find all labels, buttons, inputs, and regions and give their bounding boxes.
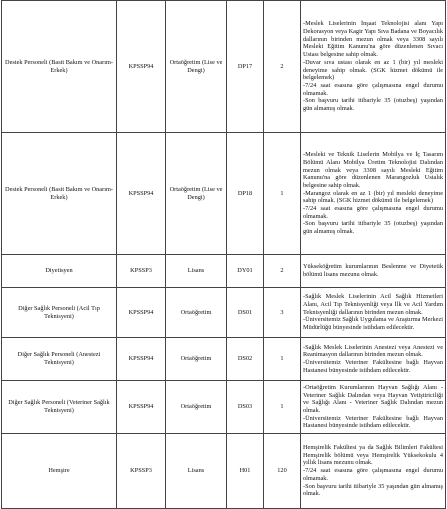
table-row bbox=[2, 255, 446, 288]
requirements-cell bbox=[301, 338, 446, 381]
table-row bbox=[2, 434, 446, 509]
requirements-cell bbox=[301, 288, 446, 338]
position-code-cell: H01 bbox=[227, 434, 264, 509]
requirement-line: -Ortaöğretim Kurumlarının Hayvan Sağlığı Alanı - Veteriner Sağlık Dalından veya Hayvan Yetiştiriciliği ve Sağlığı Alanı - Veteriner Sağlık Dalından mezun olmak. bbox=[303, 383, 443, 414]
requirement-line: -Son başvuru tarihi itibariyle 35 (otuzbeş) yaşından gün almamış olmak. bbox=[303, 220, 443, 236]
score-type-cell: KPSSP94 bbox=[117, 338, 166, 381]
table-row bbox=[2, 381, 446, 434]
quota-cell: 2 bbox=[264, 1, 301, 133]
requirement-line: -Son başvuru tarihi itibariyle 35 yaşından gün almamış olmak. bbox=[303, 482, 443, 498]
table-row bbox=[2, 1, 446, 133]
requirements-cell bbox=[301, 434, 446, 509]
requirement-line: -Meslek Liselerinin İnşaat Teknolojisi alanı Yapı Dekorasyon veya Kagir Yapı Sıva Badana ve Boyacılık dallarının birinden mezun olmak veya 3308 sayılı Mesleki Eğitim Kanunu'na göre düzenlenen Sıvacı Ustası belgesine sahip olmak. bbox=[303, 20, 443, 59]
education-cell: Ortaöğretim bbox=[166, 338, 227, 381]
position-cell: Hemşire bbox=[2, 434, 117, 509]
quota-cell: 3 bbox=[264, 288, 301, 338]
score-type-cell: KPSSP94 bbox=[117, 1, 166, 133]
requirements-cell bbox=[301, 381, 446, 434]
score-type-cell: KPSSP94 bbox=[117, 381, 166, 434]
education-cell: Ortaöğretim bbox=[166, 381, 227, 434]
quota-cell: 1 bbox=[264, 338, 301, 381]
position-cell: Destek Personeli (Basit Bakım ve Onarım-Erkek) bbox=[2, 1, 117, 133]
quota-cell: 1 bbox=[264, 381, 301, 434]
position-code-cell: DP18 bbox=[227, 133, 264, 255]
position-cell: Destek Personeli (Basit Bakım ve Onarım-Erkek) bbox=[2, 133, 117, 255]
requirement-line: -Sağlık Meslek Liselerinin Acil Sağlık Hizmetleri Alanı, Acil Tıp Teknisyenliği veya İlk ve Acil Yardım Teknisyenliği dallarının birinden mezun olmak. bbox=[303, 293, 443, 316]
education-cell: Ortaöğretim (Lise ve Dengi) bbox=[166, 133, 227, 255]
quota-cell: 1 bbox=[264, 133, 301, 255]
requirement-line: -Üniversitemiz Veteriner Fakültesine bağlı Hayvan Hastanesi bünyesinde istihdam edilecektir. bbox=[303, 359, 443, 374]
position-cell: Diğer Sağlık Personeli (Veteriner Sağlık Teknisyeni) bbox=[2, 381, 117, 434]
position-cell: Diğer Sağlık Personeli (Acil Tıp Teknisyeni) bbox=[2, 288, 117, 338]
requirement-line: -7/24 saat esasına göre çalışmasına engel durumu olmamak. bbox=[303, 467, 443, 482]
table-row bbox=[2, 288, 446, 338]
requirement-line: -Son başvuru tarihi itibariyle 35 (otuzbeş) yaşından gün almamış olmak. bbox=[303, 97, 443, 113]
education-cell: Lisans bbox=[166, 434, 227, 509]
position-code-cell: DS02 bbox=[227, 338, 264, 381]
position-cell: Diğer Sağlık Personeli (Anestezi Teknisyeni) bbox=[2, 338, 117, 381]
requirement-line: -Üniversitemiz Veteriner Fakültesine bağlı Hayvan Hastanesi bünyesinde istihdam edilecektir. bbox=[303, 414, 443, 430]
score-type-cell: KPSSP3 bbox=[117, 434, 166, 509]
requirement-line: -7/24 saat esasına göre çalışmasına engel durumu olmamak. bbox=[303, 81, 443, 97]
quota-cell: 2 bbox=[264, 255, 301, 288]
requirement-line: -Marangoz olarak en az 1 (bir) yıl mesleki deneyime sahip olmak. (SGK hizmet dökümü ile belgelemek) bbox=[303, 189, 443, 205]
requirement-line: -Sağlık Meslek Liselerinin Anestezi veya Anestezi ve Reanimasyon dallarının birinden mezun olmak. bbox=[303, 343, 443, 359]
quota-cell: 120 bbox=[264, 434, 301, 509]
table-row bbox=[2, 133, 446, 255]
requirement-line: -7/24 saat esasına göre çalışmasına engel durumu olmamak. bbox=[303, 205, 443, 220]
requirement-line: -Mesleki ve Teknik Liselerin Mobilya ve İç Tasarım Bölümü Alanı Mobilya Üretim Teknolojisi Dalından mezun olmak veya 3308 sayılı Mesleki Eğitim Kanunu'na göre düzenlenen Marangozluk Ustalık belgesine sahip olmak. bbox=[303, 151, 443, 189]
requirement-line: -Üniversitemiz Sağlık Uygulama ve Araştırma Merkezi Müdürlüğü bünyesinde istihdam edilecektir. bbox=[303, 316, 443, 332]
score-type-cell: KPSSP94 bbox=[117, 133, 166, 255]
position-code-cell: DY01 bbox=[227, 255, 264, 288]
positions-table bbox=[1, 0, 446, 509]
table-row bbox=[2, 338, 446, 381]
position-code-cell: DS01 bbox=[227, 288, 264, 338]
position-cell: Diyetisyen bbox=[2, 255, 117, 288]
score-type-cell: KPSSP3 bbox=[117, 255, 166, 288]
education-cell: Ortaöğretim bbox=[166, 288, 227, 338]
requirements-cell bbox=[301, 1, 446, 133]
education-cell: Ortaöğretim (Lise ve Dengi) bbox=[166, 1, 227, 133]
requirement-line: Yükseköğretim kurumlarının Beslenme ve Diyetetik bölümü lisans mezunu olmak. bbox=[303, 263, 443, 278]
position-code-cell: DP17 bbox=[227, 1, 264, 133]
requirement-line: -Duvar sıva ustası olarak en az 1 (bir) yıl mesleki deneyime sahip olmak. (SGK hizmet dökümü ile belgelemek) bbox=[303, 58, 443, 82]
education-cell: Lisans bbox=[166, 255, 227, 288]
position-code-cell: DS03 bbox=[227, 381, 264, 434]
score-type-cell: KPSSP94 bbox=[117, 288, 166, 338]
requirement-line: Hemşirelik Fakültesi ya da Sağlık Bilimleri Fakültesi Hemşirelik bölümü veya Hemşirelik Yüksekokulu 4 yıllık lisans mezunu olmak. bbox=[303, 444, 443, 467]
requirements-cell bbox=[301, 133, 446, 255]
requirements-cell bbox=[301, 255, 446, 288]
